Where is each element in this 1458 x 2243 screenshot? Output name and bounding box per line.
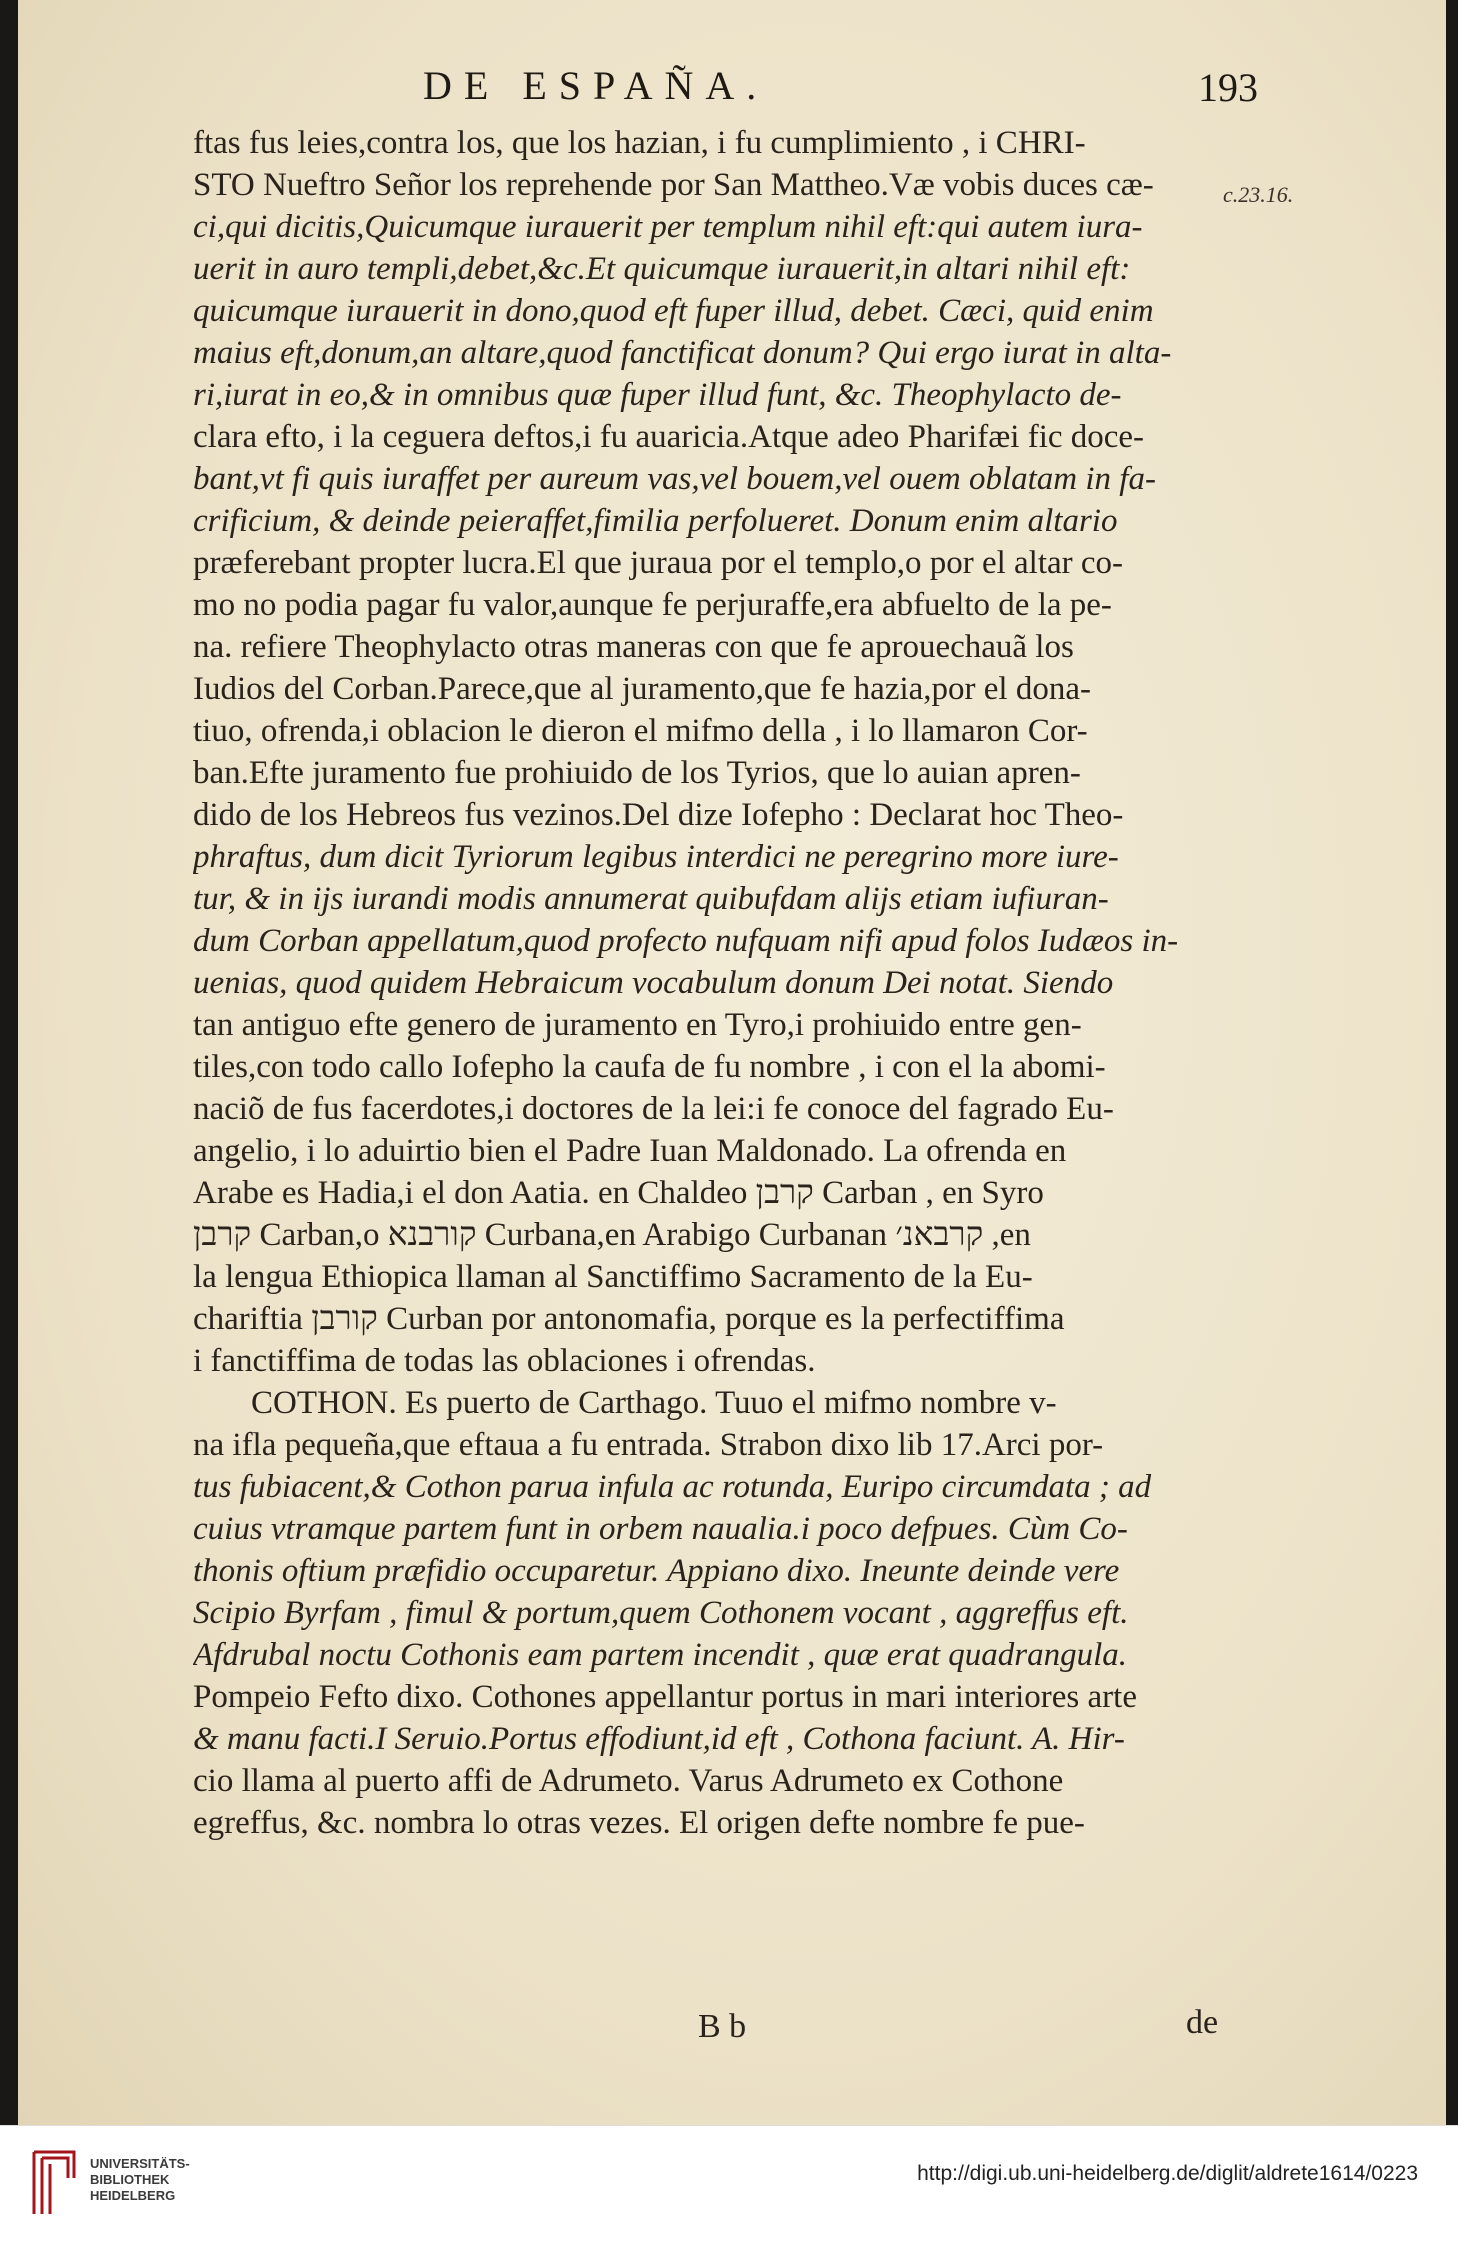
text-line: na. refiere Theophylacto otras maneras con que fe aprouechauã los (193, 629, 1074, 665)
library-name-line: HEIDELBERG (90, 2188, 176, 2203)
text-line: ci,qui dicitis,Quicumque iurauerit per templum nihil eft:qui autem iura- (193, 209, 1143, 245)
text-line: ftas fus leies,contra los, que los hazian, i fu cumplimiento , i CHRI- (193, 125, 1086, 161)
viewer-footer (0, 2125, 1458, 2243)
text-line: tur, & in ijs iurandi modis annumerat quibufdam alijs etiam iufiuran- (193, 881, 1109, 917)
text-line: quicumque iurauerit in dono,quod eft fuper illud, debet. Cæci, quid enim (193, 293, 1154, 329)
text-line: uenias, quod quidem Hebraicum vocabulum donum Dei notat. Siendo (193, 965, 1114, 1001)
text-line: tiles,con todo callo Iofepho la caufa de fu nombre , i con el la abomi- (193, 1049, 1106, 1085)
text-line: tus fubiacent,& Cothon parua infula ac rotunda, Euripo circumdata ; ad (193, 1469, 1152, 1505)
text-line: cio llama al puerto affi de Adrumeto. Varus Adrumeto ex Cothone (193, 1763, 1064, 1799)
page-number: 193 (1198, 65, 1258, 110)
text-line: crificium, & deinde peieraffet,fimilia perfolueret. Donum enim altario (193, 503, 1118, 539)
text-line: bant,vt fi quis iuraffet per aureum vas,vel bouem,vel ouem oblatam in fa- (193, 461, 1156, 497)
text-line: tiuo, ofrenda,i oblacion le dieron el mifmo della , i lo llamaron Cor- (193, 713, 1088, 749)
text-line: dido de los Hebreos fus vezinos.Del dize Iofepho : Declarat hoc Theo- (193, 797, 1124, 833)
book-page (18, 0, 1446, 2125)
text-line: clara efto, i la ceguera deftos,i fu auaricia.Atque adeo Pharifæi fic doce- (193, 419, 1145, 455)
text-line: angelio, i lo aduirtio bien el Padre Iuan Maldonado. La ofrenda en (193, 1133, 1067, 1169)
text-line: i fanctiffima de todas las oblaciones i ofrendas. (193, 1343, 816, 1379)
text-line: & manu facti.I Seruio.Portus effodiunt,id eft , Cothona faciunt. A. Hir- (193, 1721, 1125, 1757)
catchword: de (1186, 2004, 1219, 2041)
source-url-link[interactable]: http://digi.ub.uni-heidelberg.de/diglit/aldrete1614/0223 (917, 2162, 1418, 2185)
library-logo-icon[interactable] (28, 2148, 80, 2218)
text-line: Afdrubal noctu Cothonis eam partem incendit , quæ erat quadrangula. (193, 1637, 1128, 1673)
text-line: ban.Efte juramento fue prohiuido de los Tyrios, que lo auian apren- (193, 755, 1081, 791)
library-name-line: BIBLIOTHEK (90, 2172, 170, 2187)
text-line: mo no podia pagar fu valor,aunque fe perjuraffe,era abfuelto de la pe- (193, 587, 1112, 623)
margin-note: c.23.16. (1223, 182, 1294, 207)
text-line: phraftus, dum dicit Tyriorum legibus interdici ne peregrino more iure- (193, 839, 1119, 875)
text-line: dum Corban appellatum,quod profecto nufquam nifi apud folos Iudæos in- (193, 923, 1179, 959)
running-title: DE ESPAÑA. (423, 63, 769, 108)
text-line: Scipio Byrfam , fimul & portum,quem Cothonem vocant , aggreffus eft. (193, 1595, 1129, 1631)
library-name-line: UNIVERSITÄTS- (90, 2156, 190, 2171)
body-text (193, 122, 1233, 1844)
text-line: thonis oftium præfidio occuparetur. Appiano dixo. Ineunte deinde vere (193, 1553, 1120, 1589)
library-name[interactable] (90, 2156, 190, 2204)
text-line: maius eft,donum,an altare,quod fanctificat donum? Qui ergo iurat in alta- (193, 335, 1172, 371)
text-line: STO Nueftro Señor los reprehende por San Mattheo.Væ vobis duces cæ- (193, 167, 1154, 203)
text-line: קרבן Carban,o קורבנא Curbana,en Arabigo Curbanan קרבאנ׳ ,en (193, 1217, 1031, 1253)
page-header (193, 62, 1258, 122)
text-line: Pompeio Fefto dixo. Cothones appellantur portus in mari interiores arte (193, 1679, 1137, 1715)
text-line: tan antiguo efte genero de juramento en Tyro,i prohiuido entre gen- (193, 1007, 1082, 1043)
signature-mark: B b (698, 2008, 747, 2045)
text-line: chariftia קורבן Curban por antonomafia, porque es la perfectiffima (193, 1301, 1065, 1337)
text-line: na ifla pequeña,que eftaua a fu entrada. Strabon dixo lib 17.Arci por- (193, 1427, 1104, 1463)
text-line: la lengua Ethiopica llaman al Sanctiffimo Sacramento de la Eu- (193, 1259, 1033, 1295)
text-line: COTHON. Es puerto de Carthago. Tuuo el mifmo nombre v- (251, 1385, 1057, 1421)
text-line: naciõ de fus facerdotes,i doctores de la lei:i fe conoce del fagrado Eu- (193, 1091, 1114, 1127)
text-line: cuius vtramque partem funt in orbem naualia.i poco defpues. Cùm Co- (193, 1511, 1128, 1547)
text-line: præferebant propter lucra.El que juraua por el templo,o por el altar co- (193, 545, 1124, 581)
text-line: uerit in auro templi,debet,&c.Et quicumque iurauerit,in altari nihil eft: (193, 251, 1131, 287)
text-line: Iudios del Corban.Parece,que al juramento,que fe hazia,por el dona- (193, 671, 1091, 707)
text-line: ri,iurat in eo,& in omnibus quæ fuper illud funt, &c. Theophylacto de- (193, 377, 1122, 413)
text-line: Arabe es Hadia,i el don Aatia. en Chaldeo קרבן Carban , en Syro (193, 1175, 1044, 1211)
text-line: egreffus, &c. nombra lo otras vezes. El origen defte nombre fe pue- (193, 1805, 1085, 1841)
